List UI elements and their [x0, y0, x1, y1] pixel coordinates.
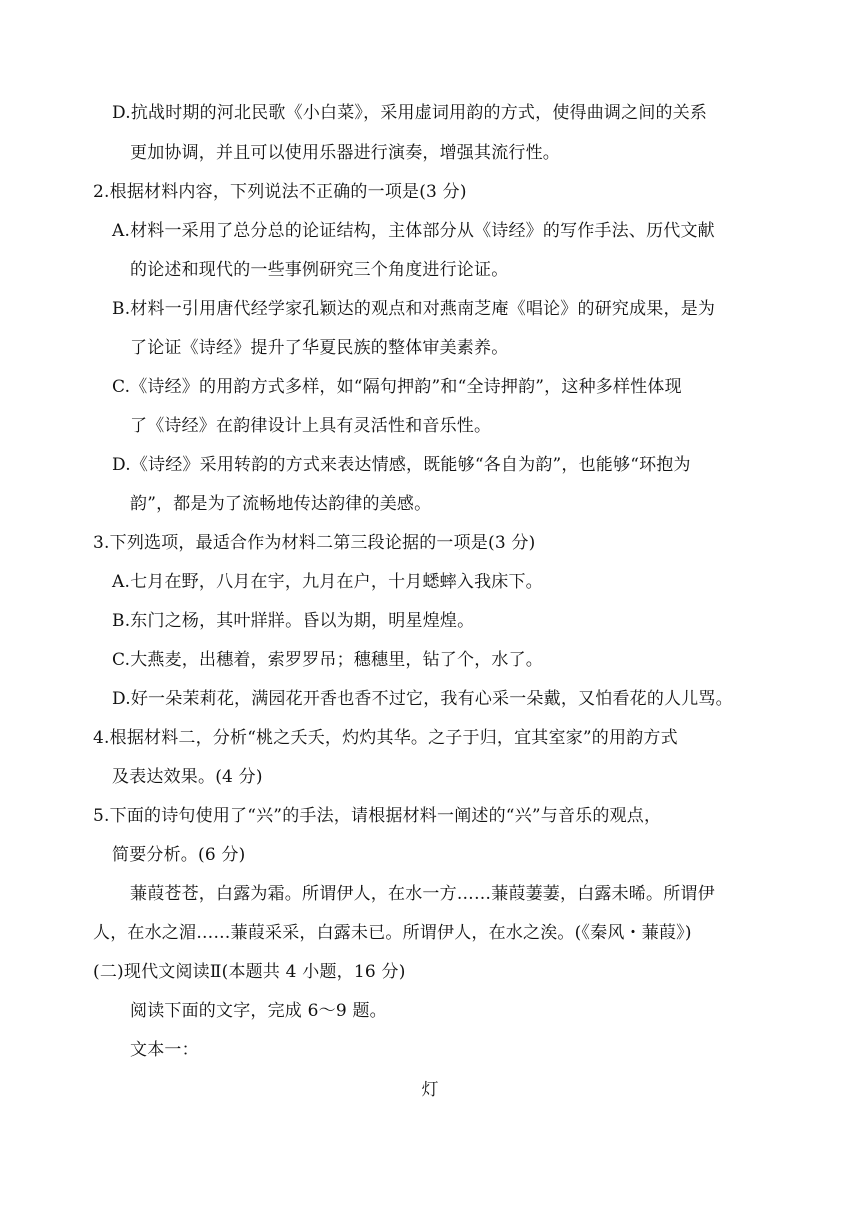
article-title: 灯	[421, 1080, 439, 1100]
q4-line1: 4.根据材料二，分析“桃之夭夭，灼灼其华。之子于归，宜其室家”的用韵方式	[93, 728, 678, 748]
q2-option-a-line2: 的论述和现代的一些事例研究三个角度进行论证。	[130, 260, 509, 280]
section-2-instruction: 阅读下面的文字，完成 6～9 题。	[130, 1001, 387, 1021]
q1-option-d-line1: D.抗战时期的河北民歌《小白菜》，采用虚词用韵的方式，使得曲调之间的关系	[112, 103, 708, 123]
q2-option-d-line1: D.《诗经》采用转韵的方式来表达情感，既能够“各自为韵”，也能够“环抱为	[112, 455, 691, 475]
q2-option-b-line1: B.材料一引用唐代经学家孔颖达的观点和对燕南芝庵《唱论》的研究成果，是为	[112, 299, 716, 319]
q3-stem: 3.下列选项，最适合作为材料二第三段论据的一项是(3 分)	[93, 533, 536, 553]
q2-option-b-line2: 了论证《诗经》提升了华夏民族的整体审美素养。	[130, 338, 509, 358]
q4-line2: 及表达效果。(4 分)	[112, 767, 263, 787]
q5-poem-line1: 蒹葭苍苍，白露为霜。所谓伊人，在水一方……蒹葭萋萋，白露未晞。所谓伊	[130, 884, 715, 904]
q3-option-c: C.大燕麦，出穗着，索罗罗吊；穗穗里，钻了个，水了。	[112, 650, 544, 670]
q2-option-a-line1: A.材料一采用了总分总的论证结构，主体部分从《诗经》的写作手法、历代文献	[112, 221, 715, 241]
q3-option-a: A.七月在野，八月在宇，九月在户，十月蟋蟀入我床下。	[112, 572, 543, 592]
q5-poem-line2: 人，在水之湄……蒹葭采采，白露未已。所谓伊人，在水之涘。(《秦风・蒹葭》)	[93, 923, 692, 943]
q3-option-d: D.好一朵茉莉花，满园花开香也香不过它，我有心采一朵戴，又怕看花的人儿骂。	[112, 689, 733, 709]
q3-option-b: B.东门之杨，其叶牂牂。昏以为期，明星煌煌。	[112, 611, 475, 631]
q2-stem: 2.根据材料内容，下列说法不正确的一项是(3 分)	[93, 182, 467, 202]
q5-line1: 5.下面的诗句使用了“兴”的手法，请根据材料一阐述的“兴”与音乐的观点，	[93, 806, 662, 826]
text-one-label: 文本一：	[130, 1040, 199, 1060]
section-2-heading: (二)现代文阅读Ⅱ(本题共 4 小题，16 分)	[93, 962, 406, 982]
q2-option-c-line2: 了《诗经》在韵律设计上具有灵活性和音乐性。	[130, 416, 492, 436]
q2-option-c-line1: C.《诗经》的用韵方式多样，如“隔句押韵”和“全诗押韵”，这种多样性体现	[112, 377, 682, 397]
q5-line2: 简要分析。(6 分)	[112, 845, 246, 865]
q1-option-d-line2: 更加协调，并且可以使用乐器进行演奏，增强其流行性。	[130, 143, 560, 163]
q2-option-d-line2: 韵”，都是为了流畅地传达韵律的美感。	[130, 494, 432, 514]
